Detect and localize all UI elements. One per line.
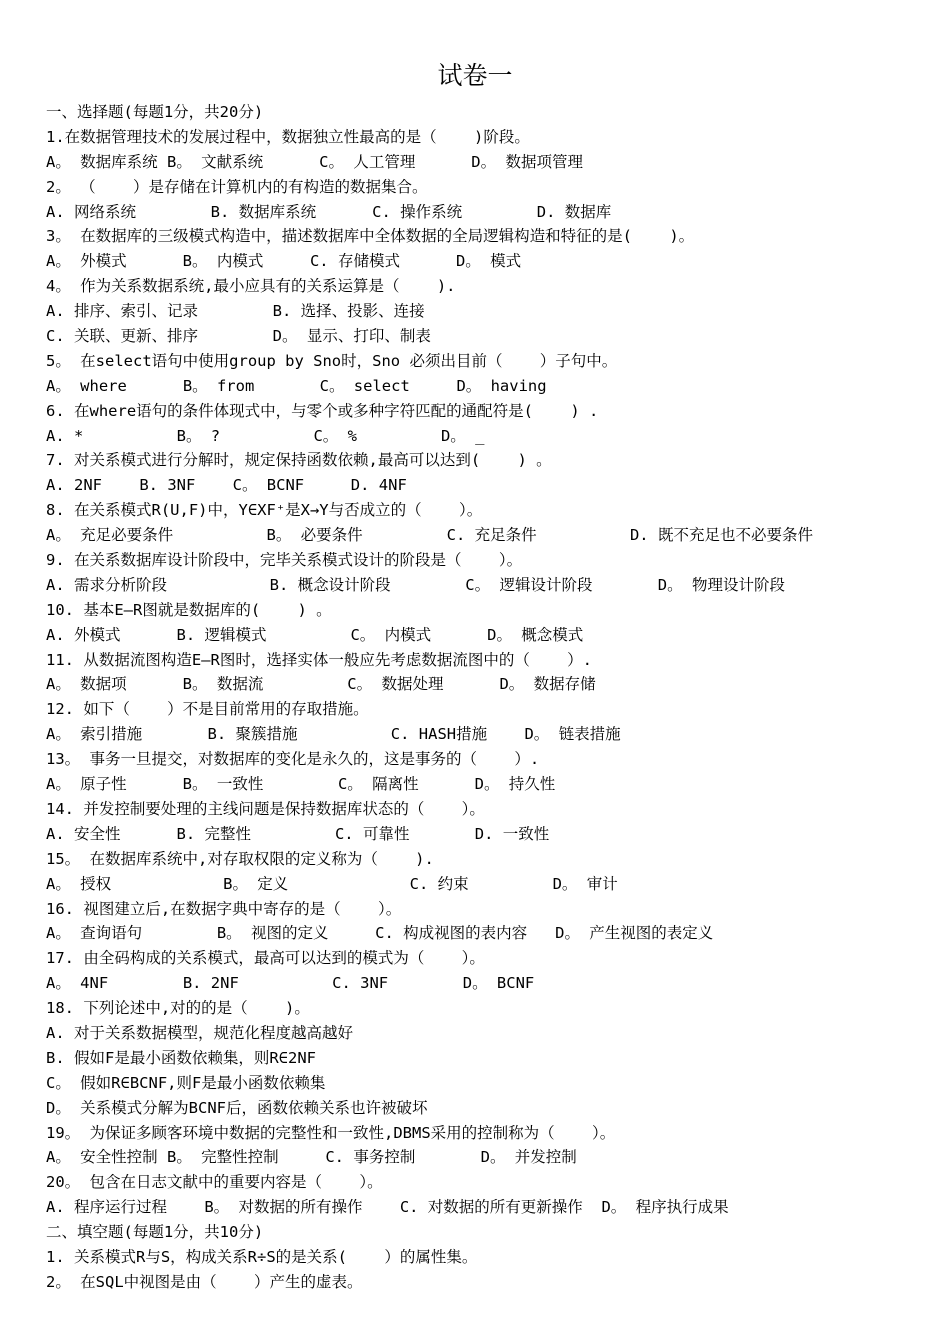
text-line: A。 授权 B。 定义 C. 约束 D。 审计 bbox=[46, 874, 618, 893]
text-line: 9. 在关系数据库设计阶段中，完毕关系模式设计的阶段是（ ）。 bbox=[46, 551, 523, 570]
text-line: C. 关联、更新、排序 D。 显示、打印、制表 bbox=[46, 327, 431, 346]
text-line: 一、选择题(每题1分，共20分) bbox=[46, 103, 264, 121]
text-line: A。 where B。 from C。 select D。 having bbox=[46, 376, 547, 395]
text-line: A。 数据项 B。 数据流 C。 数据处理 D。 数据存储 bbox=[46, 675, 596, 694]
text-line: 3。 在数据库的三级模式构造中，描述数据库中全体数据的全局逻辑构造和特征的是( )。 bbox=[46, 227, 695, 246]
text-line: 16. 视图建立后,在数据字典中寄存的是（ ）。 bbox=[46, 899, 402, 918]
text-line: A. * B。 ? C。 % D。 _ bbox=[46, 426, 485, 445]
text-line: 10. 基本E—R图就是数据库的( ) 。 bbox=[46, 600, 332, 619]
text-line: 5。 在select语句中使用group by Sno时，Sno 必须出目前（ ）子句中。 bbox=[46, 351, 618, 370]
text-line: A。 充足必要条件 B。 必要条件 C. 充足条件 D. 既不充足也不必要条件 bbox=[46, 526, 813, 545]
text-line: D。 关系模式分解为BCNF后，函数依赖关系也许被破坏 bbox=[46, 1098, 428, 1117]
text-line: A. 网络系统 B. 数据库系统 C. 操作系统 D. 数据库 bbox=[46, 202, 612, 221]
text-line: A. 2NF B. 3NF C。 BCNF D. 4NF bbox=[46, 476, 407, 495]
text-line: 18. 下列论述中,对的的是（ )。 bbox=[46, 999, 310, 1018]
text-line: 20。 包含在日志文献中的重要内容是（ ）。 bbox=[46, 1173, 383, 1192]
text-line: A。 安全性控制 B。 完整性控制 C. 事务控制 D。 并发控制 bbox=[46, 1148, 577, 1167]
text-line: 19。 为保证多顾客环境中数据的完整性和一致性,DBMS采用的控制称为（ ）。 bbox=[46, 1123, 616, 1142]
text-line: 8. 在关系模式R(U,F)中，Y∈XF⁺是X→Y与否成立的（ ）。 bbox=[46, 501, 483, 520]
text-line: 17. 由全码构成的关系模式，最高可以达到的模式为（ ）。 bbox=[46, 949, 485, 968]
text-line: 15。 在数据库系统中,对存取权限的定义称为（ ). bbox=[46, 849, 434, 868]
text-line: A。 查询语句 B。 视图的定义 C. 构成视图的表内容 D。 产生视图的表定义 bbox=[46, 924, 714, 943]
text-line: 二、填空题(每题1分，共10分) bbox=[46, 1223, 264, 1242]
text-line: 6. 在where语句的条件体现式中，与零个或多种字符匹配的通配符是( ) . bbox=[46, 401, 599, 420]
text-line: 2。 （ ）是存储在计算机内的有构造的数据集合。 bbox=[46, 177, 428, 196]
text-line: 1. 关系模式R与S，构成关系R÷S的是关系( ）的属性集。 bbox=[46, 1247, 478, 1266]
text-line: 2。 在SQL中视图是由（ ）产生的虚表。 bbox=[46, 1272, 363, 1291]
text-line: C。 假如R∈BCNF,则F是最小函数依赖集 bbox=[46, 1073, 326, 1092]
text-line: 11. 从数据流图构造E—R图时，选择实体一般应先考虑数据流图中的（ ）. bbox=[46, 650, 592, 669]
text-line: 7. 对关系模式进行分解时，规定保持函数依赖,最高可以达到( ) 。 bbox=[46, 451, 552, 470]
text-line: 14. 并发控制要处理的主线问题是保持数据库状态的（ ）。 bbox=[46, 799, 485, 818]
text-line: B. 假如F是最小函数依赖集，则R∈2NF bbox=[46, 1048, 316, 1067]
exam-content bbox=[46, 100, 936, 1295]
text-line: 4。 作为关系数据系统,最小应具有的关系运算是（ ). bbox=[46, 277, 456, 296]
text-line: A. 需求分析阶段 B. 概念设计阶段 C。 逻辑设计阶段 D。 物理设计阶段 bbox=[46, 575, 785, 594]
text-line: A。 外模式 B。 内模式 C. 存储模式 D。 模式 bbox=[46, 252, 522, 271]
text-line: 13。 事务一旦提交，对数据库的变化是永久的，这是事务的（ ）. bbox=[46, 750, 540, 769]
text-line: A。 数据库系统 B。 文献系统 C。 人工管理 D。 数据项管理 bbox=[46, 152, 583, 171]
page-title: 试卷一 bbox=[437, 61, 513, 90]
text-line: A. 安全性 B. 完整性 C. 可靠性 D. 一致性 bbox=[46, 824, 550, 843]
text-line: A. 程序运行过程 B。 对数据的所有操作 C. 对数据的所有更新操作 D。 程序执行成果 bbox=[46, 1198, 729, 1217]
text-line: 12. 如下（ ）不是目前常用的存取措施。 bbox=[46, 700, 369, 719]
text-line: A. 外模式 B. 逻辑模式 C。 内模式 D。 概念模式 bbox=[46, 625, 584, 644]
text-line: A。 4NF B. 2NF C. 3NF D。 BCNF bbox=[46, 974, 535, 993]
text-line: A。 索引措施 B. 聚簇措施 C. HASH措施 D。 链表措施 bbox=[46, 725, 621, 744]
text-line: A. 对于关系数据模型，规范化程度越高越好 bbox=[46, 1023, 353, 1042]
text-line: A。 原子性 B。 一致性 C。 隔离性 D。 持久性 bbox=[46, 775, 556, 794]
text-line: 1.在数据管理技术的发展过程中，数据独立性最高的是（ )阶段。 bbox=[46, 127, 530, 146]
text-line: A. 排序、索引、记录 B. 选择、投影、连接 bbox=[46, 302, 425, 321]
